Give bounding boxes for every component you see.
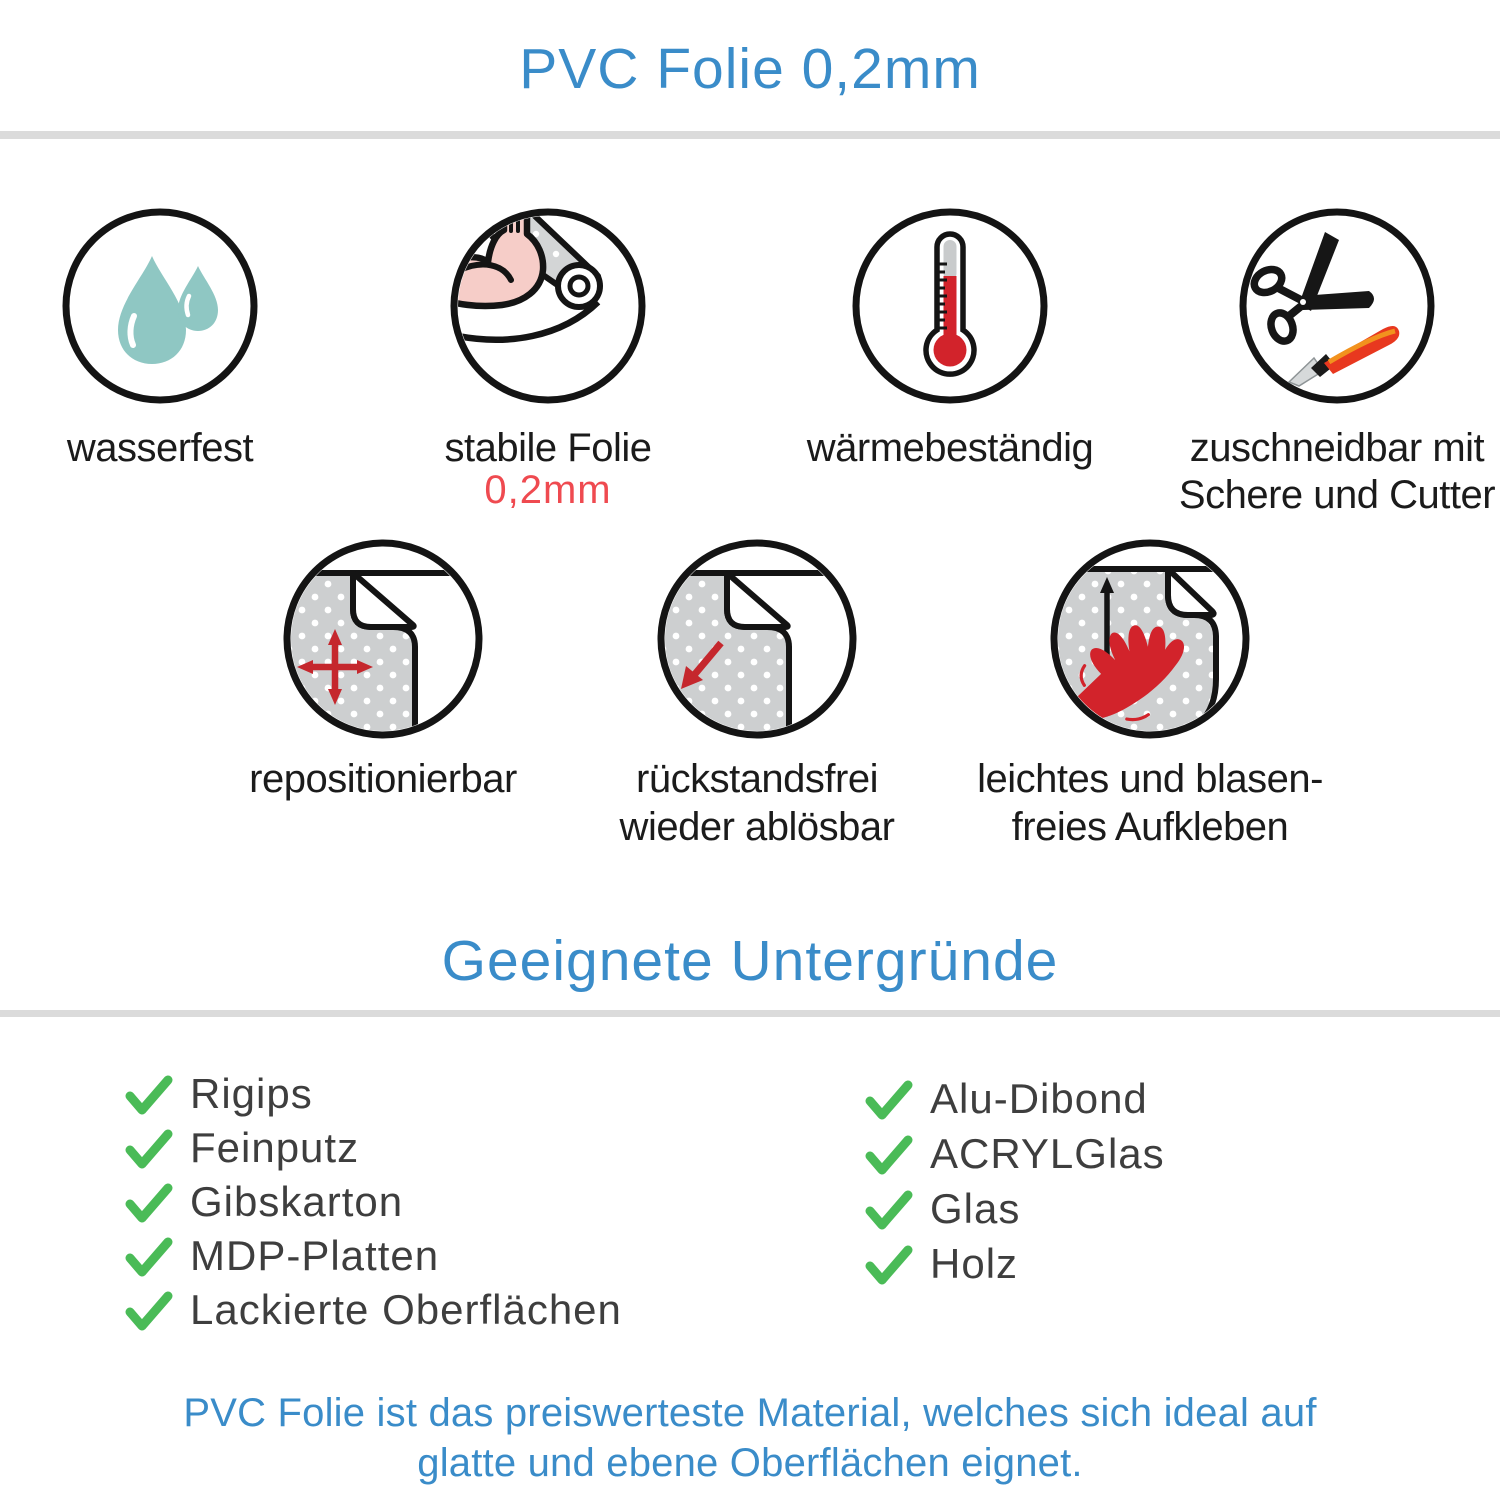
check-icon: [124, 1128, 174, 1172]
check-icon: [864, 1079, 914, 1123]
feature-thickness-label: 0,2mm: [484, 468, 612, 512]
check-icon: [864, 1134, 914, 1178]
divider-top: [0, 131, 1500, 139]
feature-label: zuschneidbar mit Schere und Cutter: [1178, 426, 1496, 517]
feature-label: leichtes und blasen- freies Aufkleben: [977, 757, 1323, 849]
check-icon: [124, 1182, 174, 1226]
check-icon: [124, 1290, 174, 1334]
check-icon: [864, 1189, 914, 1233]
feature-zuschneidbar: [1178, 206, 1496, 517]
page-title: PVC Folie 0,2mm: [519, 37, 981, 101]
check-icon: [864, 1244, 914, 1288]
feature-wasserfest: [60, 206, 260, 470]
check-icon: [124, 1236, 174, 1280]
reposition-arrows-foil-icon: [283, 539, 483, 739]
feature-label: wärmebeständig: [806, 426, 1094, 470]
water-drops-icon: [60, 206, 260, 406]
check-icon: [124, 1074, 174, 1118]
footer-line-2: glatte und ebene Oberflächen eignet.: [417, 1441, 1083, 1485]
feature-stabile-folie: [444, 206, 652, 512]
feature-label: wasserfest: [66, 426, 254, 470]
hand-smoothing-foil-icon: [1050, 539, 1250, 739]
feature-label: repositionierbar: [249, 757, 517, 801]
footer-line-1: PVC Folie ist das preiswerteste Material, welches sich ideal auf: [183, 1391, 1317, 1435]
feature-label: rückstandsfrei wieder ablösbar: [619, 757, 895, 849]
thermometer-icon: [850, 206, 1050, 406]
feature-repositionierbar: [249, 539, 517, 801]
footer-note: [0, 1388, 1500, 1488]
feature-leichtes-aufkleben: [977, 539, 1323, 849]
feature-waermebestaendig: [806, 206, 1094, 470]
divider-bottom: [0, 1010, 1500, 1017]
feature-rueckstandsfrei: [619, 539, 895, 849]
peel-off-arrow-foil-icon: [657, 539, 857, 739]
scissors-cutter-icon: [1237, 206, 1437, 406]
feature-label: stabile Folie: [444, 426, 652, 470]
surfaces-heading: Geeignete Untergründe: [441, 929, 1059, 993]
strong-foil-muscle-icon: [448, 206, 648, 406]
